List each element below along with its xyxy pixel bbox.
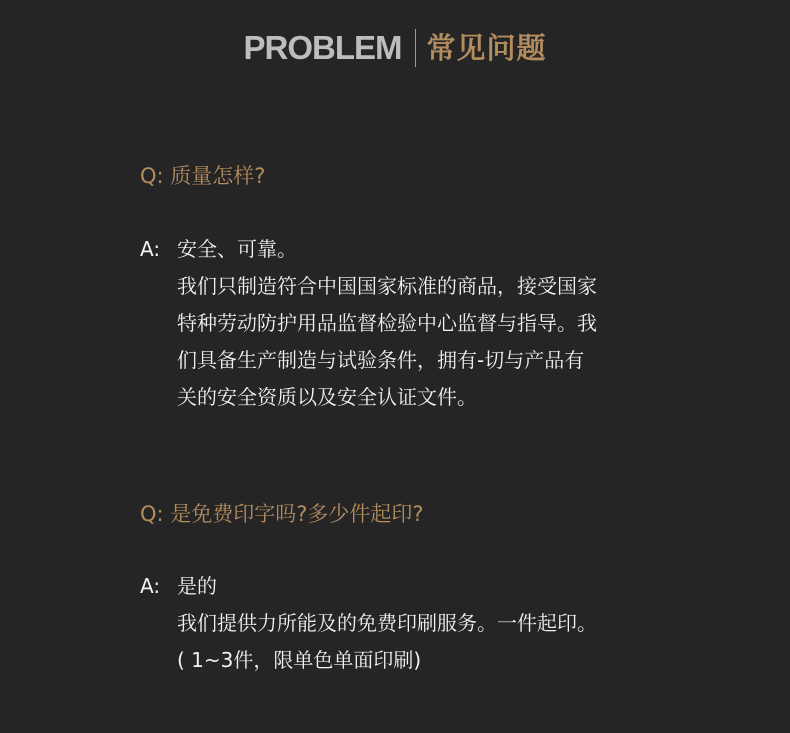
answer-line: 们具备生产制造与试验条件，拥有-切与产品有 [177,348,585,372]
answer-line: 我们提供力所能及的免费印刷服务。一件起印。 [177,611,597,635]
faq-answer-1 [140,231,597,416]
page-header [0,28,790,68]
answer-line: 关的安全资质以及安全认证文件。 [177,385,477,409]
answer-prefix: A: [140,237,161,261]
page-title-cn: 常见问题 [426,31,547,65]
page-title-en: PROBLEM [243,29,402,66]
faq-question-2: Q: 是免费印字吗?多少件起印? [140,502,424,526]
faq-question-1: Q: 质量怎样? [140,164,266,188]
answer-prefix: A: [140,574,161,598]
answer-line: 特种劳动防护用品监督检验中心监督与指导。我 [177,311,597,335]
answer-line: 我们只制造符合中国国家标准的商品，接受国家 [177,274,597,298]
title-divider [415,29,416,67]
answer-lead: 安全、可靠。 [177,237,297,261]
faq-answer-2 [140,568,597,679]
answer-lead: 是的 [177,574,217,598]
answer-line: ( 1~3件，限单色单面印刷) [177,648,422,672]
